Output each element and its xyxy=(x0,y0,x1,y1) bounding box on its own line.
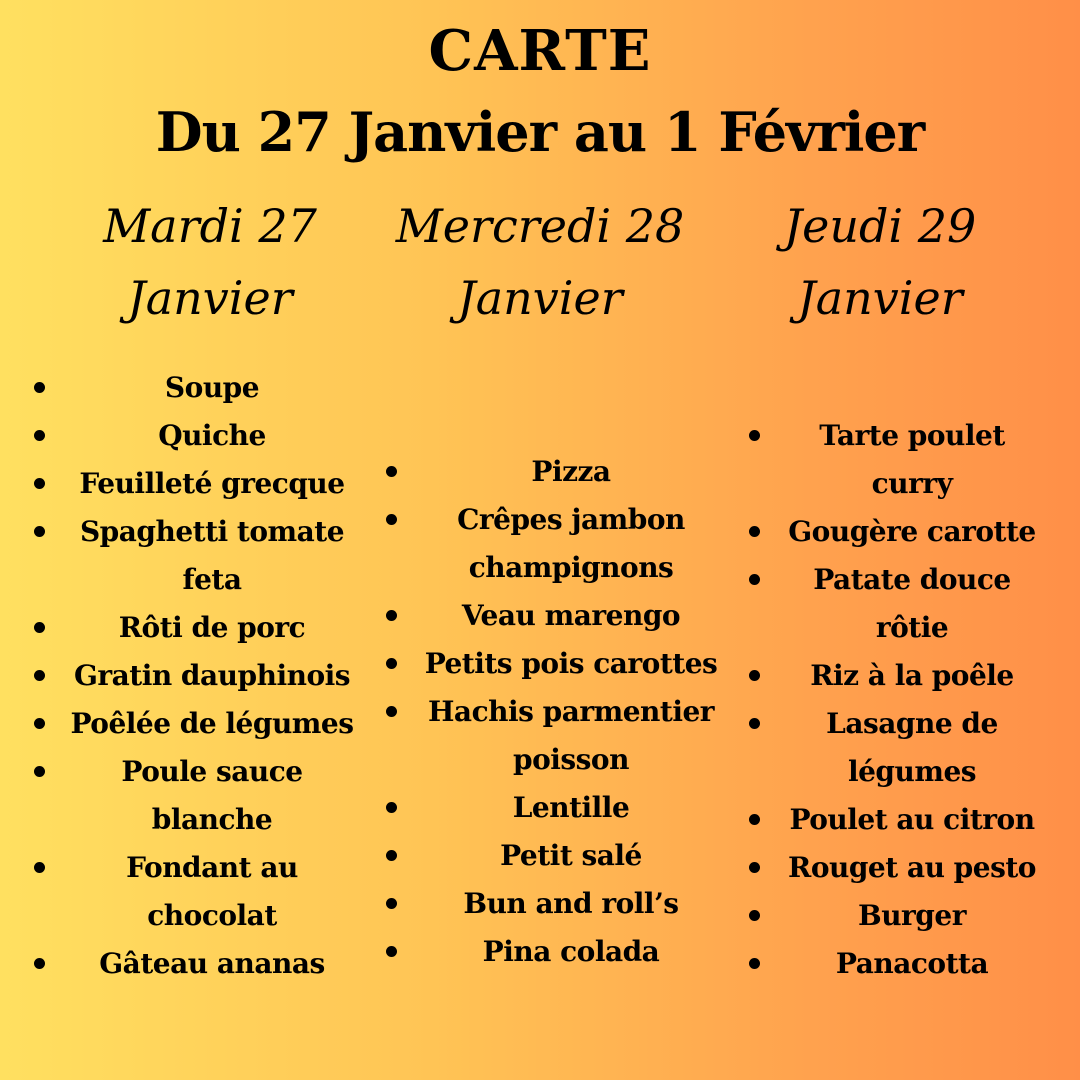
dish-list-thursday xyxy=(747,412,1047,988)
dish-name: Rôti de porc xyxy=(118,611,306,644)
day-heading-wednesday xyxy=(370,190,710,334)
day-name: Mardi 27 xyxy=(103,199,317,253)
list-item xyxy=(384,496,728,592)
dish-name: Veau marengo xyxy=(461,599,681,632)
list-item xyxy=(32,508,362,604)
bullet-icon xyxy=(384,448,398,496)
dish-name: Pina colada xyxy=(482,935,660,968)
list-item xyxy=(32,604,362,652)
bullet-icon xyxy=(384,688,398,736)
bullet-icon xyxy=(384,496,398,544)
bullet-icon xyxy=(747,556,761,604)
dish-name: Fondant au chocolat xyxy=(126,851,298,932)
list-item xyxy=(384,448,728,496)
bullet-icon xyxy=(747,844,761,892)
bullet-icon xyxy=(32,508,46,556)
bullet-icon xyxy=(747,700,761,748)
bullet-icon xyxy=(384,928,398,976)
bullet-icon xyxy=(384,592,398,640)
bullet-icon xyxy=(32,412,46,460)
list-item xyxy=(384,592,728,640)
dish-name: Hachis parmentier poisson xyxy=(427,695,715,776)
day-name: Jeudi 29 xyxy=(783,199,977,253)
bullet-icon xyxy=(384,784,398,832)
bullet-icon xyxy=(32,748,46,796)
list-item xyxy=(384,832,728,880)
bullet-icon xyxy=(384,832,398,880)
bullet-icon xyxy=(384,640,398,688)
dish-name: Poule sauce blanche xyxy=(121,755,303,836)
dish-name: Pizza xyxy=(531,455,611,488)
list-item xyxy=(384,928,728,976)
dish-name: Petits pois carottes xyxy=(424,647,718,680)
list-item xyxy=(32,748,362,844)
dish-name: Petit salé xyxy=(500,839,642,872)
day-name: Mercredi 28 xyxy=(395,199,685,253)
bullet-icon xyxy=(32,940,46,988)
day-month: Janvier xyxy=(797,271,963,325)
list-item xyxy=(747,796,1047,844)
dish-name: Gougère carotte xyxy=(788,515,1036,548)
dish-name: Lentille xyxy=(512,791,630,824)
bullet-icon xyxy=(747,940,761,988)
list-item xyxy=(384,640,728,688)
dish-name: Poêlée de légumes xyxy=(70,707,354,740)
bullet-icon xyxy=(747,892,761,940)
dish-name: Lasagne de légumes xyxy=(826,707,998,788)
dish-name: Rouget au pesto xyxy=(788,851,1036,884)
bullet-icon xyxy=(32,460,46,508)
list-item xyxy=(32,940,362,988)
dish-name: Spaghetti tomate feta xyxy=(79,515,345,596)
list-item xyxy=(747,412,1047,508)
dish-name: Tarte poulet curry xyxy=(819,419,1005,500)
bullet-icon xyxy=(747,412,761,460)
bullet-icon xyxy=(747,652,761,700)
bullet-icon xyxy=(32,604,46,652)
bullet-icon xyxy=(747,508,761,556)
list-item xyxy=(32,364,362,412)
list-item xyxy=(747,556,1047,652)
list-item xyxy=(747,940,1047,988)
list-item xyxy=(32,652,362,700)
dish-name: Gratin dauphinois xyxy=(73,659,351,692)
dish-name: Gâteau ananas xyxy=(99,947,325,980)
bullet-icon xyxy=(32,364,46,412)
dish-name: Feuilleté grecque xyxy=(79,467,345,500)
list-item xyxy=(747,700,1047,796)
list-item xyxy=(384,688,728,784)
day-heading-thursday xyxy=(710,190,1050,334)
dish-name: Panacotta xyxy=(835,947,989,980)
dish-list-wednesday xyxy=(384,448,728,976)
list-item xyxy=(32,844,362,940)
list-item xyxy=(747,844,1047,892)
bullet-icon xyxy=(747,796,761,844)
bullet-icon xyxy=(32,652,46,700)
dish-name: Riz à la poêle xyxy=(810,659,1014,692)
list-item xyxy=(747,652,1047,700)
dish-list-tuesday xyxy=(32,364,362,988)
bullet-icon xyxy=(384,880,398,928)
dish-name: Crêpes jambon champignons xyxy=(457,503,685,584)
day-heading-tuesday xyxy=(40,190,380,334)
menu-title: CARTE xyxy=(428,18,652,84)
list-item xyxy=(32,460,362,508)
list-item xyxy=(747,892,1047,940)
list-item xyxy=(747,508,1047,556)
dish-name: Poulet au citron xyxy=(789,803,1035,836)
day-month: Janvier xyxy=(127,271,293,325)
bullet-icon xyxy=(32,844,46,892)
dish-name: Soupe xyxy=(164,371,260,404)
bullet-icon xyxy=(32,700,46,748)
list-item xyxy=(32,412,362,460)
dish-name: Patate douce rôtie xyxy=(813,563,1011,644)
list-item xyxy=(384,784,728,832)
menu-date-range: Du 27 Janvier au 1 Février xyxy=(155,100,925,164)
day-month: Janvier xyxy=(457,271,623,325)
list-item xyxy=(32,700,362,748)
dish-name: Bun and roll’s xyxy=(463,887,679,920)
dish-name: Quiche xyxy=(158,419,266,452)
list-item xyxy=(384,880,728,928)
dish-name: Burger xyxy=(858,899,966,932)
